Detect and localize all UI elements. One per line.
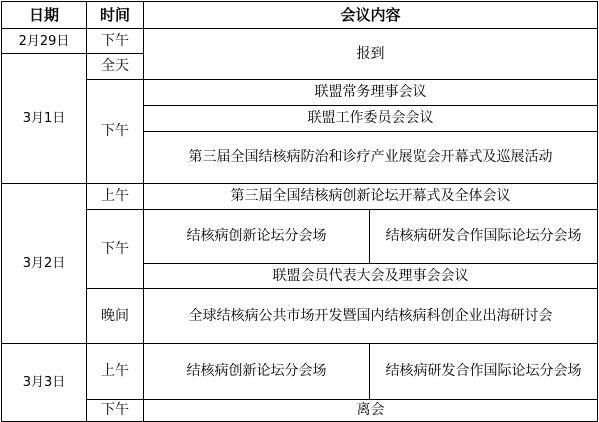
date-cell-mar1: 3月1日 bbox=[2, 54, 87, 184]
table-row bbox=[2, 29, 598, 54]
content-cell: 第三届全国结核病创新论坛开幕式及全体会议 bbox=[144, 184, 598, 210]
schedule-table bbox=[1, 1, 598, 422]
content-cell: 第三届全国结核病防治和诊疗产业展览会开幕式及巡展活动 bbox=[144, 132, 598, 184]
content-cell: 结核病创新论坛分会场 bbox=[144, 344, 370, 400]
table-row bbox=[2, 210, 598, 264]
table-row bbox=[2, 80, 598, 106]
header-date: 日期 bbox=[2, 2, 87, 29]
time-cell: 下午 bbox=[87, 400, 144, 422]
time-cell: 全天 bbox=[87, 54, 144, 80]
content-cell: 结核病研发合作国际论坛分会场 bbox=[370, 344, 598, 400]
table-row bbox=[2, 289, 598, 344]
content-cell-registration: 报到 bbox=[144, 29, 598, 80]
header-row bbox=[2, 2, 598, 29]
table-row bbox=[2, 184, 598, 210]
content-cell: 全球结核病公共市场开发暨国内结核病科创企业出海研讨会 bbox=[144, 289, 598, 344]
date-cell-feb29: 2月29日 bbox=[2, 29, 87, 54]
time-cell: 下午 bbox=[87, 29, 144, 54]
date-cell-mar2: 3月2日 bbox=[2, 184, 87, 344]
content-cell: 离会 bbox=[144, 400, 598, 422]
header-content: 会议内容 bbox=[144, 2, 598, 29]
content-cell: 结核病创新论坛分会场 bbox=[144, 210, 370, 264]
table-row bbox=[2, 344, 598, 400]
table-row bbox=[2, 400, 598, 422]
time-cell: 下午 bbox=[87, 80, 144, 184]
header-time: 时间 bbox=[87, 2, 144, 29]
content-cell: 结核病研发合作国际论坛分会场 bbox=[370, 210, 598, 264]
content-cell: 联盟工作委员会会议 bbox=[144, 106, 598, 132]
time-cell: 上午 bbox=[87, 344, 144, 400]
time-cell: 下午 bbox=[87, 210, 144, 289]
time-cell: 晚间 bbox=[87, 289, 144, 344]
date-cell-mar3: 3月3日 bbox=[2, 344, 87, 422]
content-cell: 联盟常务理事会议 bbox=[144, 80, 598, 106]
time-cell: 上午 bbox=[87, 184, 144, 210]
content-cell: 联盟会员代表大会及理事会会议 bbox=[144, 264, 598, 289]
